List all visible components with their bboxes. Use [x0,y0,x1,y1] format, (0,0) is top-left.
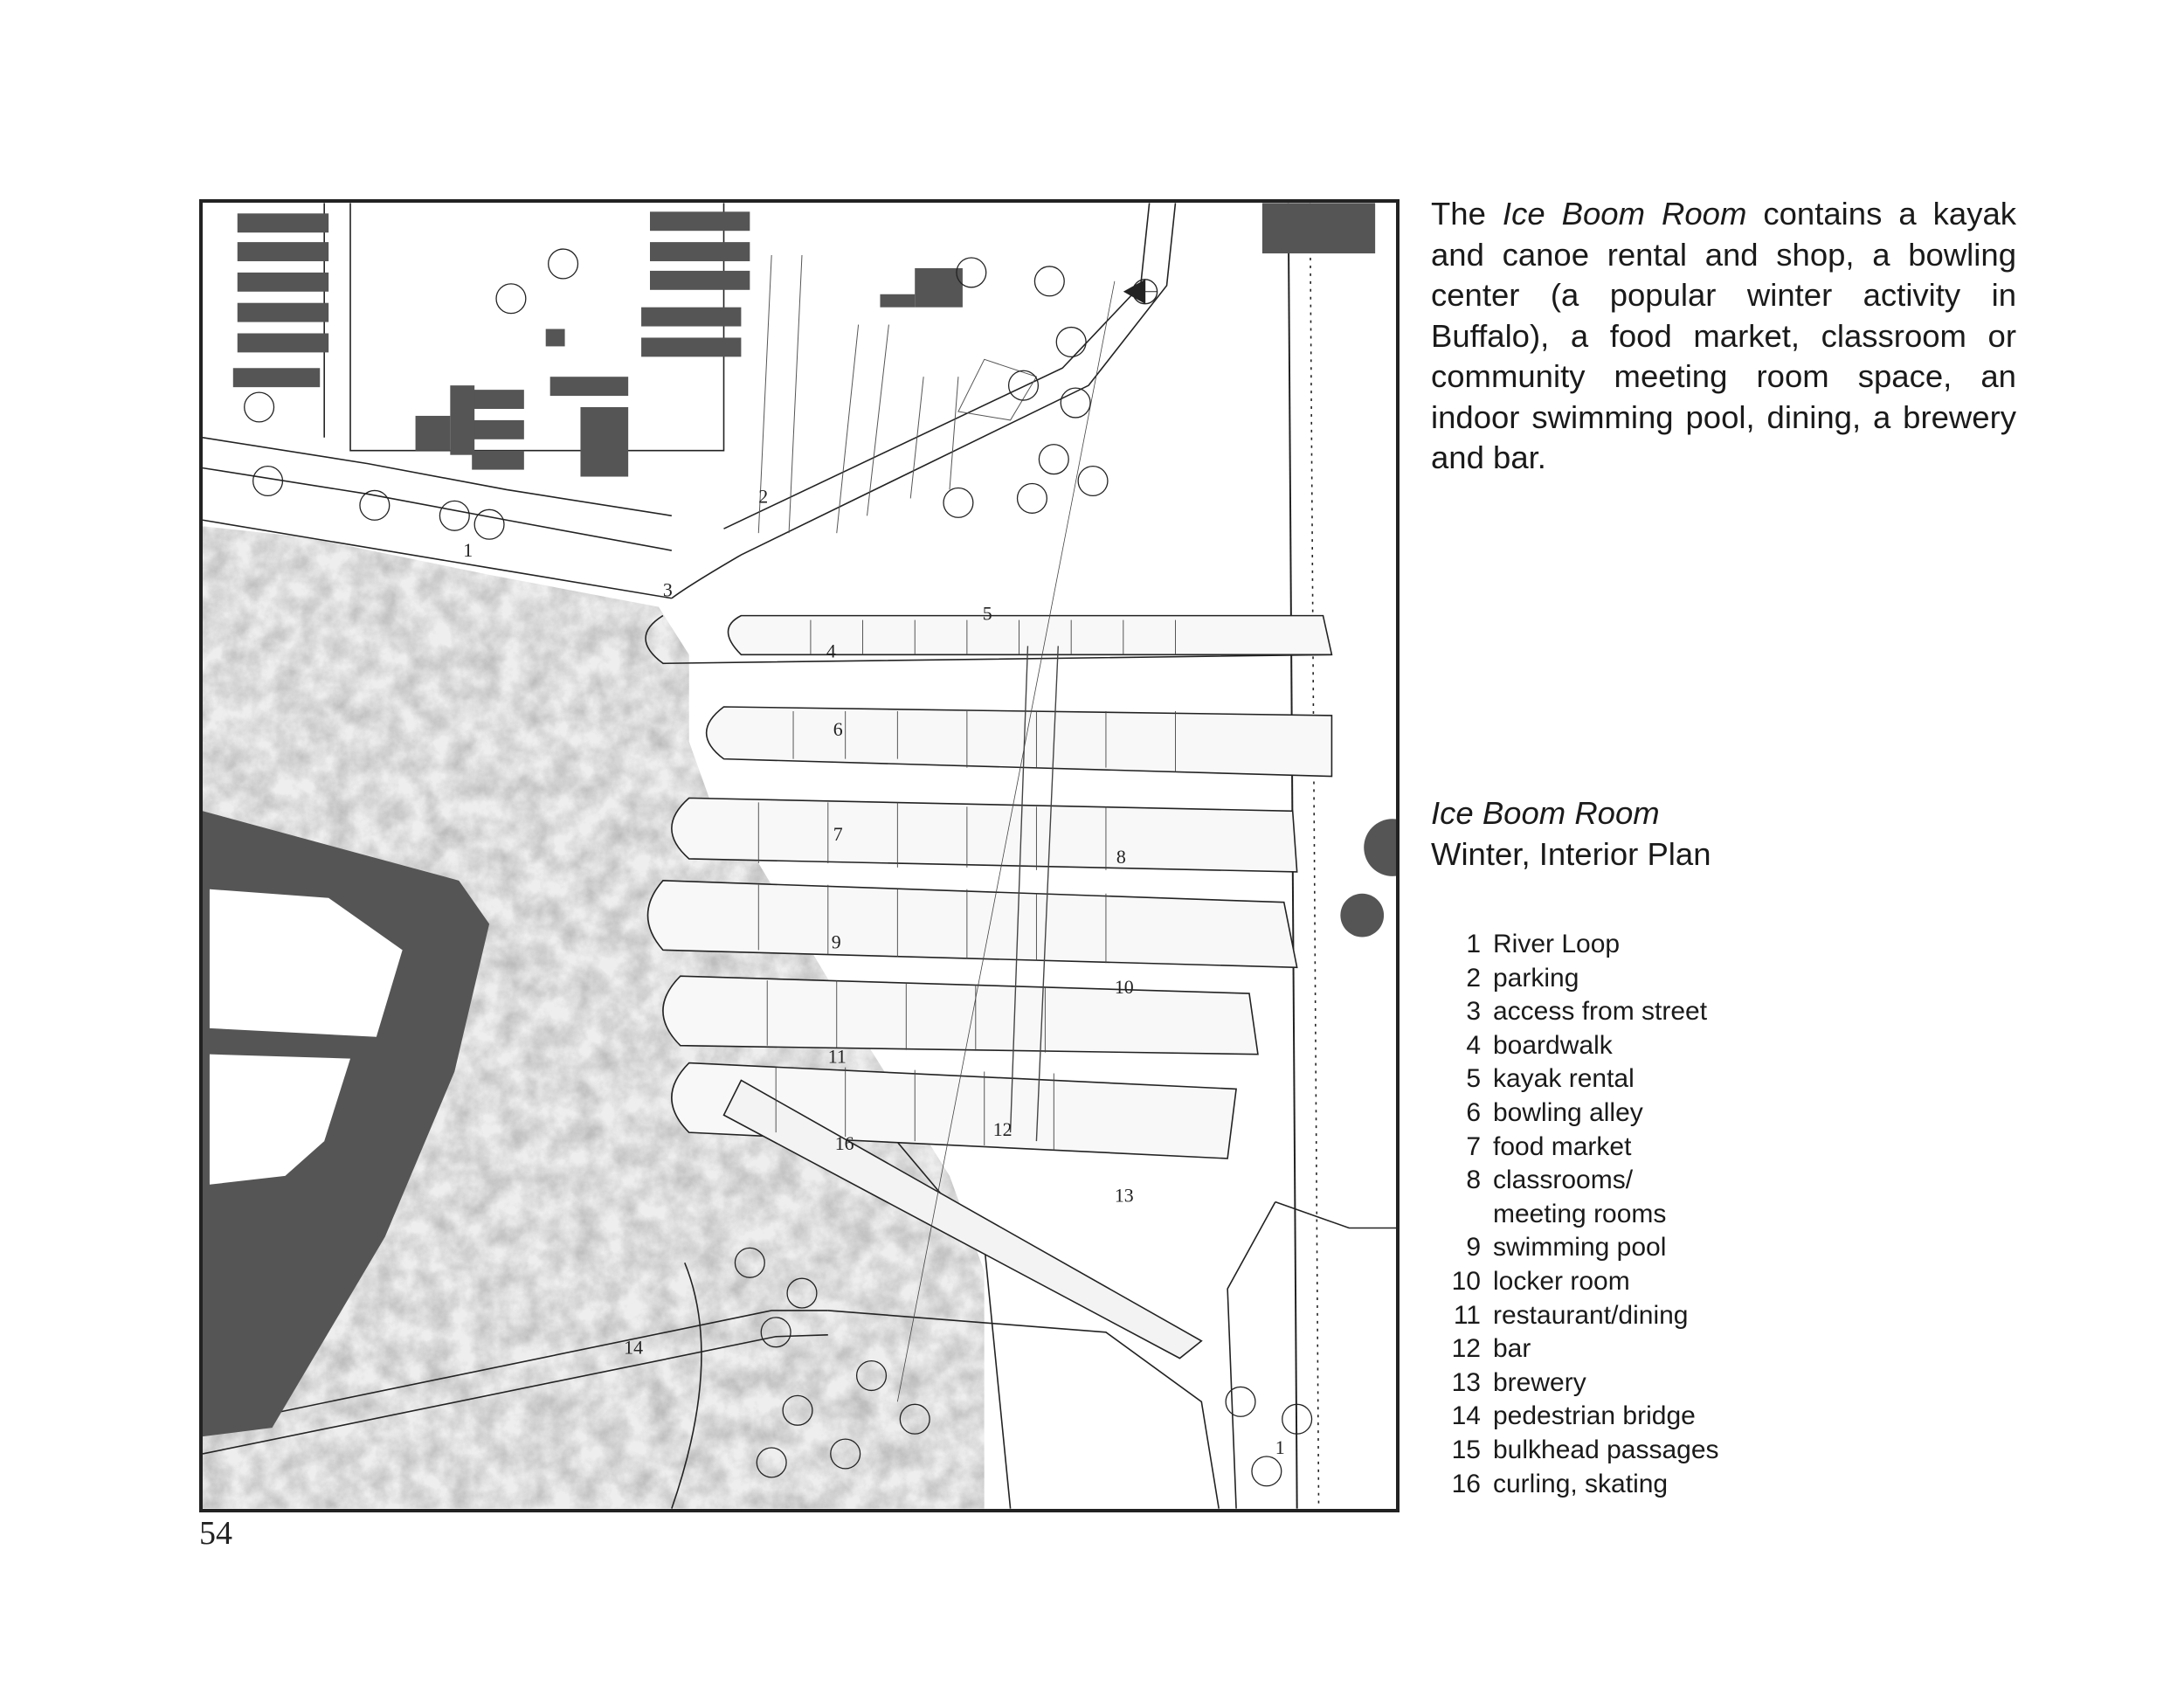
plan-label-3: 3 [662,579,673,601]
intro-italic-title: Ice Boom Room [1502,196,1747,232]
plan-label-13: 13 [1114,1185,1134,1207]
legend-label: swimming pool [1493,1233,1667,1263]
legend-item [1437,1366,1961,1401]
plan-label-8: 8 [1116,846,1126,868]
plan-label-9: 9 [831,931,841,953]
legend-item [1437,1062,1961,1097]
legend-item [1437,1400,1961,1434]
legend-label: classrooms/ meeting rooms [1493,1166,1667,1228]
legend-item [1437,995,1961,1029]
legend-label: curling, skating [1493,1469,1669,1498]
plan-subtitle: Winter, Interior Plan [1431,836,1711,872]
page-number: 54 [199,1515,232,1552]
legend-label: food market [1493,1131,1632,1161]
legend-item [1437,1434,1961,1468]
legend-number: 14 [1451,1401,1481,1431]
legend-item [1437,1164,1961,1231]
legend-number: 8 [1466,1166,1481,1195]
legend-number: 1 [1466,930,1481,958]
plan-legend [1437,928,1961,1501]
plan-label-2: 2 [758,486,769,508]
legend-number: 3 [1466,997,1481,1027]
legend-number: 7 [1466,1131,1481,1161]
legend-number: 16 [1451,1469,1481,1498]
legend-label: River Loop [1493,930,1621,958]
plan-label-12: 12 [992,1119,1013,1141]
intro-text-start: The [1431,196,1503,232]
plan-label-7: 7 [833,824,843,846]
plan-label-11: 11 [827,1046,847,1068]
plan-title: Ice Boom Room [1431,795,1660,831]
legend-item [1437,928,1961,962]
legend-number: 6 [1466,1097,1481,1127]
legend-item [1437,1332,1961,1366]
legend-item [1437,1231,1961,1265]
site-plan-drawing [199,199,1400,1512]
plan-label-6: 6 [833,718,843,740]
legend-item [1437,1131,1961,1165]
legend-item [1437,1029,1961,1063]
legend-label: brewery [1493,1367,1586,1397]
plan-label-4: 4 [826,640,836,662]
legend-label: bar [1493,1334,1531,1364]
plan-label-14: 14 [624,1337,644,1359]
legend-number: 15 [1451,1435,1481,1464]
legend-number: 5 [1466,1064,1481,1094]
plan-label-5: 5 [982,603,992,625]
intro-text-rest: contains a kayak and canoe rental and shop, a bowling center (a popular winter activity in Buffalo), a food market, classroom or community meeting room space, an indoor swimming pool, dining, a brewery and bar. [1431,196,2016,475]
north-arrow-icon [1123,280,1158,304]
legend-item [1437,1097,1961,1131]
legend-label: bowling alley [1493,1097,1643,1127]
plan-label-1: 1 [463,540,473,562]
legend-number: 10 [1451,1266,1481,1296]
legend-number: 9 [1466,1233,1481,1263]
storage-tanks [1340,819,1396,937]
legend-label: boardwalk [1493,1030,1613,1060]
legend-label: parking [1493,963,1579,993]
legend-number: 4 [1466,1030,1481,1060]
legend-label: locker room [1493,1266,1630,1296]
intro-paragraph [1431,194,2016,479]
legend-number: 2 [1466,963,1481,993]
site-plan-svg [203,203,1396,1509]
legend-item [1437,1265,1961,1299]
legend-label: pedestrian bridge [1493,1401,1696,1431]
legend-number: 13 [1451,1367,1481,1397]
plan-label-16: 16 [834,1133,854,1155]
legend-item [1437,1299,1961,1333]
legend-label: restaurant/dining [1493,1300,1689,1330]
legend-item [1437,962,1961,996]
legend-item [1437,1468,1961,1502]
plan-label-1-east: 1 [1275,1436,1285,1458]
plan-label-10: 10 [1114,977,1134,999]
legend-number: 11 [1453,1300,1481,1330]
legend-number: 12 [1451,1334,1481,1364]
legend-label: bulkhead passages [1493,1435,1719,1464]
legend-label: kayak rental [1493,1064,1635,1094]
legend-label: access from street [1493,997,1708,1027]
